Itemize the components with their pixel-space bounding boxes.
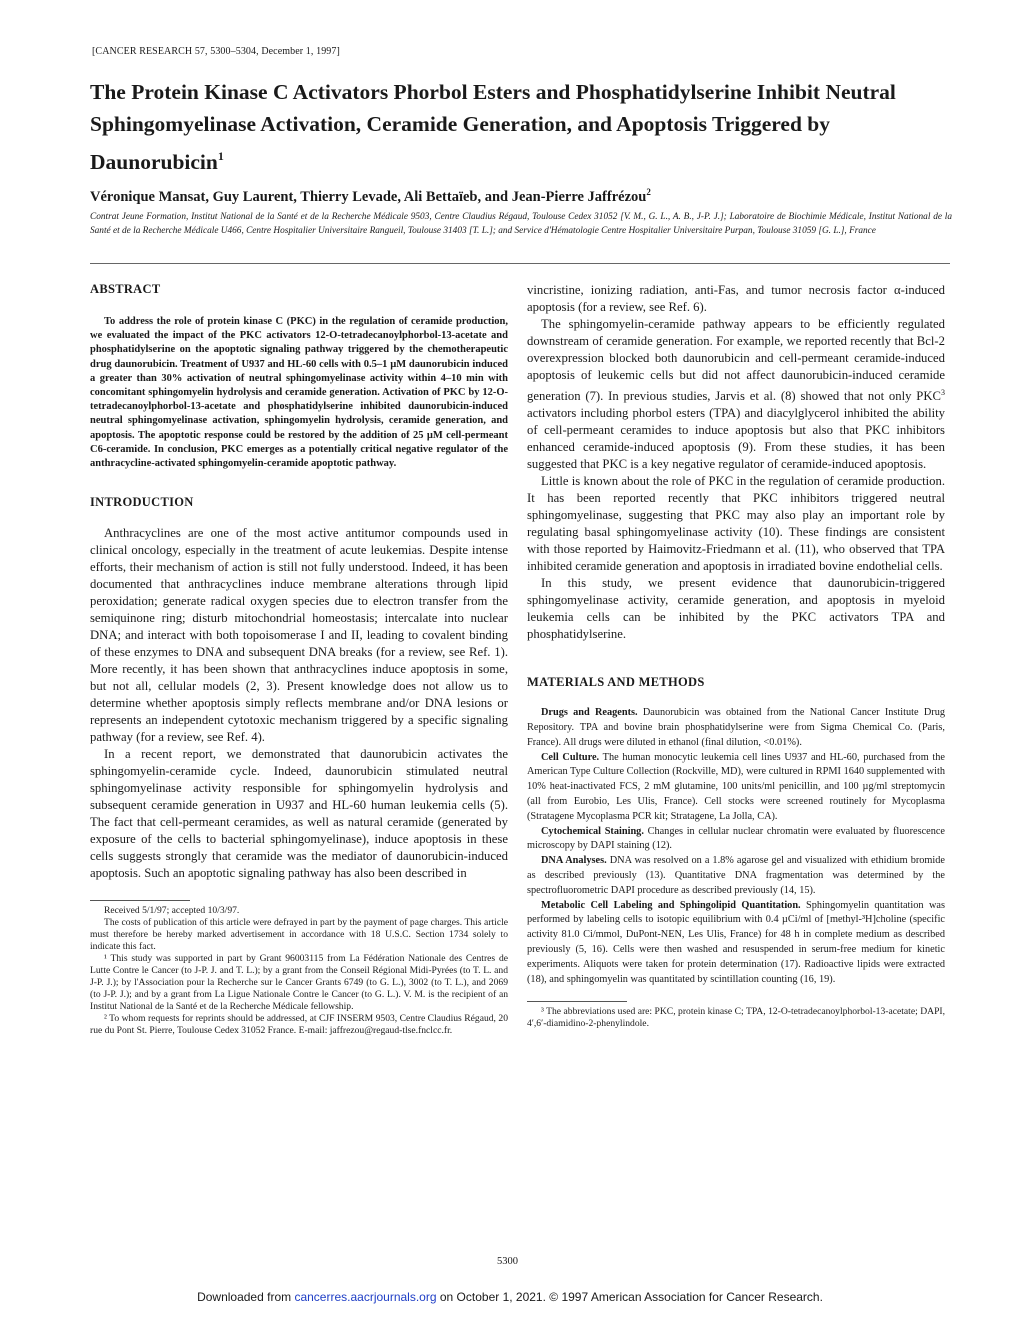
methods-drugs-head: Drugs and Reagents.: [541, 707, 638, 719]
methods-labeling-head: Metabolic Cell Labeling and Sphingolipid Quantitation.: [541, 899, 801, 911]
author-footnote-marker: 2: [646, 187, 651, 197]
intro-paragraph-2: In a recent report, we demonstrated that daunorubicin activates the sphingomyelin-ceramide cycle. Indeed, daunorubicin stimulated neutral sphingomyelinase activity responsible for sphingomyelin hydrolysis and subsequent ceramide generation in U937 and HL-60 human leukemia cells (5). The fact that cell-permeant ceramides, as well as natural ceramide (generated by exposure of the cells to bacterial sphingomyelinase), induce apoptosis in these cells suggests strongly that ceramide was the mediator of daunorubicin-induced apoptosis. Such an apoptotic signaling pathway has also been described in: [90, 747, 508, 881]
article-title-text: The Protein Kinase C Activators Phorbol Esters and Phosphatidylserine Inhibit Neutral Sphingomyelinase Activation, Ceramide Generation, and Apoptosis Triggered by Daunorubicin: [90, 80, 896, 174]
download-suffix: on October 1, 2021. © 1997 American Association for Cancer Research.: [436, 1290, 823, 1304]
methods-labeling-text: Sphingomyelin quantitation was performed by labeling cells to isotopic equilibrium with 0.4 µCi/ml of [methyl-³H]choline (specific activity 81.0 Ci/mmol, DuPont-NEN, Les Ulis, France) for 48 h in complete medium as described previously (5, 16). Cells were then washed and resuspended in serum-free medium for kinetic experiments. Aliquots were taken for protein determination (17). Radioactive lipids were extracted (18), and sphingomyelin was quantitated by scintillation counting (16, 19).: [527, 899, 945, 985]
methods-drugs-text: Daunorubicin was obtained from the National Cancer Institute Drug Repository. TPA and bovine brain phosphatidylserine were from Sigma Chemical Co. (Paris, France). All drugs were diluted in ethanol (final dilution, <0.01%).: [527, 707, 945, 748]
intro-paragraph-4: [527, 316, 945, 473]
author-names: Véronique Mansat, Guy Laurent, Thierry Levade, Ali Bettaïeb, and Jean-Pierre Jaffrézou: [90, 189, 647, 205]
right-column: [527, 282, 945, 1030]
author-list: [90, 187, 651, 206]
footnote-funding: ¹ This study was supported in part by Grant 96003115 from La Fédération Nationale des Centres de Lutte Contre le Cancer (to J-P. J. and T. L.); by a grant from the Conseil Régional Midi-Pyrées (to T. L. and J-P. J.); by l'Association pour la Recherche sur le Cancer Grants 6749 (to G. L.), 3002 (to T. L.), and 2069 (to J-P. J.); and by a grant from La Ligue Nationale Contre le Cancer (to G. L.). V. M. is the recipient of an Institut National de la Santé et de la Recherche Médicale fellowship.: [90, 953, 508, 1013]
intro-paragraph-1: Anthracyclines are one of the most active antitumor compounds used in clinical oncology, especially in the treatment of acute leukemias. Despite intense efforts, their mechanism of action is still not fully understood. Indeed, it has been documented that anthracyclines induce membrane alterations through lipid peroxidation; generate radical oxygen species due to electron transfer from the semiquinone ring; disturb mitochondrial homeostasis; intercalate into nuclear DNA; and interact with both topoisomerase I and II, leading to covalent binding of these enzymes to DNA and subsequent DNA breaks (for a review, see Ref. 1). More recently, it has been shown that anthracyclines induce apoptosis in some, but not all, cellular models (2, 3). Present knowledge does not allow us to determine whether apoptosis simply reflects membrane and/or DNA lesions or represents an independent cytotoxic mechanism triggered by a specific signaling pathway (for a review, see Ref. 4).: [90, 526, 508, 745]
page-number: 5300: [497, 1256, 518, 1267]
methods-cell-culture-text: The human monocytic leukemia cell lines U937 and HL-60, purchased from the American Type Culture Collection (Rockville, MD), were cultured in RPMI 1640 supplemented with 10% heat-inactivated FCS, 2 mM glutamine, 100 units/ml penicillin, and 100 µg/ml streptomycin (all from Eurobio, Les Ulis, France). Cell stocks were screened routinely for Mycoplasma (Stratagene Mycoplasma PCR kit; Stratagene, La Jolla, CA).: [527, 751, 945, 822]
affiliations: Contrat Jeune Formation, Institut National de la Santé et de la Recherche Médicale 9503, Centre Claudius Régaud, Toulouse Cedex 31052 [V. M., G. L., A. B., J-P. J.]; Laboratoire de Biochimie Médicale, Institut National de la Santé et de la Recherche Médicale U466, Centre Hospitalier Universitaire Rangueil, Toulouse 31403 [T. L.]; and Service d'Hématologie Centre Hospitalier Universitaire Purpan, Toulouse 31059 [G. L.], France: [90, 212, 952, 236]
intro-paragraph-5: Little is known about the role of PKC in the regulation of ceramide production. It has been reported recently that PKC inhibitors triggered neutral sphingomyelinase, suggesting that PKC may also play an important role by regulating basal sphingomyelinase activity (10). These findings are consistent with those reported by Haimovitz-Friedmann et al. (11), who observed that TPA inhibited ceramide generation and apoptosis in irradiated bovine endothelial cells.: [527, 474, 945, 574]
intro-p4-part-b: activators including phorbol esters (TPA) and diacylglycerol inhibited the ability of cell-permeant ceramides to induce apoptosis but also that PKC inhibitors enhanced ceramide-induced apoptosis (9). From these studies, it has been suggested that PKC is a key negative regulator of ceramide-induced apoptosis.: [527, 406, 945, 472]
abbrev-footnote-marker: 3: [941, 388, 945, 397]
download-notice: [120, 1290, 900, 1304]
footnote-costs: The costs of publication of this article were defrayed in part by the payment of page charges. This article must therefore be hereby marked advertisement in accordance with 18 U.S.C. Section 1734 solely to indicate this fact.: [90, 917, 508, 953]
footnote-abbreviations: ³ The abbreviations used are: PKC, protein kinase C; TPA, 12-O-tetradecanoylphorbol-13-acetate; DAPI, 4′,6′-diamidino-2-phenylindole.: [527, 1006, 945, 1030]
footnote-received: Received 5/1/97; accepted 10/3/97.: [104, 905, 240, 917]
abstract-text: To address the role of protein kinase C (PKC) in the regulation of ceramide production, we evaluated the impact of the PKC activators 12-O-tetradecanoylphorbol-13-acetate and phosphatidylserine on the apoptotic signaling pathway triggered by the chemotherapeutic drug daunorubicin. Treatment of U937 and HL-60 cells with 0.5–1 µM daunorubicin induced a greater than 30% activation of neutral sphingomyelinase activity within 4–10 min with concomitant sphingomyelin hydrolysis and ceramide generation. Activation of PKC by 12-O-tetradecanoylphorbol-13-acetate and phosphatidylserine inhibited daunorubicin-induced neutral sphingomyelinase activation, sphingomyelin hydrolysis, ceramide generation, and apoptosis. The apoptotic response could be restored by the addition of 25 µM cell-permeant C6-ceramide. In conclusion, PKC emerges as a potentially critical negative regulator of the anthracycline-activated sphingomyelin-ceramide apoptotic pathway.: [90, 316, 508, 470]
intro-p4-part-a: The sphingomyelin-ceramide pathway appears to be efficiently regulated downstream of ceramide generation. For example, we reported recently that Bcl-2 overexpression blocked both daunorubicin and cell-permeant ceramide-induced apoptosis of leukemic cells but did not affect daunorubicin-induced ceramide generation (7). In previous studies, Jarvis et al. (8) showed that not only PKC: [527, 317, 945, 404]
abstract-heading: ABSTRACT: [90, 282, 161, 296]
header-divider: [90, 263, 950, 264]
title-footnote-marker: 1: [217, 149, 224, 163]
methods-heading: MATERIALS AND METHODS: [527, 675, 705, 690]
methods-cell-culture-head: Cell Culture.: [541, 751, 600, 763]
left-column: [90, 282, 508, 1037]
methods-staining-head: Cytochemical Staining.: [541, 825, 644, 837]
methods-drugs: [527, 706, 945, 750]
journal-site-link[interactable]: cancerres.aacrjournals.org: [294, 1290, 437, 1304]
intro-paragraph-6: In this study, we present evidence that daunorubicin-triggered sphingomyelinase activity, ceramide generation, and apoptosis in myeloid leukemia cells can be inhibited by the PKC activators TPA and phosphatidylserine.: [527, 576, 945, 642]
article-title: [90, 76, 950, 178]
introduction-heading: INTRODUCTION: [90, 495, 194, 510]
methods-cell-culture: [527, 751, 945, 825]
intro-paragraph-3: vincristine, ionizing radiation, anti-Fas, and tumor necrosis factor α-induced apoptosis (for a review, see Ref. 6).: [527, 283, 945, 314]
journal-reference: [CANCER RESEARCH 57, 5300–5304, December 1, 1997]: [92, 46, 340, 57]
methods-dna: [527, 854, 945, 898]
methods-labeling: [527, 899, 945, 988]
methods-dna-head: DNA Analyses.: [541, 855, 607, 867]
methods-staining: [527, 825, 945, 855]
methods-dna-text: DNA was resolved on a 1.8% agarose gel and visualized with ethidium bromide as described previously (13). Quantitative DNA fragmentation was determined by the spectrofluorometric DAPI procedure as described previously (14, 15).: [527, 855, 946, 896]
footnote-correspondence: ² To whom requests for reprints should be addressed, at CJF INSERM 9503, Centre Claudius Régaud, 20 rue du Pont St. Pierre, Toulouse Cedex 31052 France. E-mail: jaffrezou@regaud-tlse.fnclcc.fr.: [90, 1013, 508, 1037]
methods-staining-text: Changes in cellular nuclear chromatin were evaluated by fluorescence microscopy by DAPI staining (12).: [527, 825, 946, 852]
download-prefix: Downloaded from: [197, 1290, 295, 1304]
